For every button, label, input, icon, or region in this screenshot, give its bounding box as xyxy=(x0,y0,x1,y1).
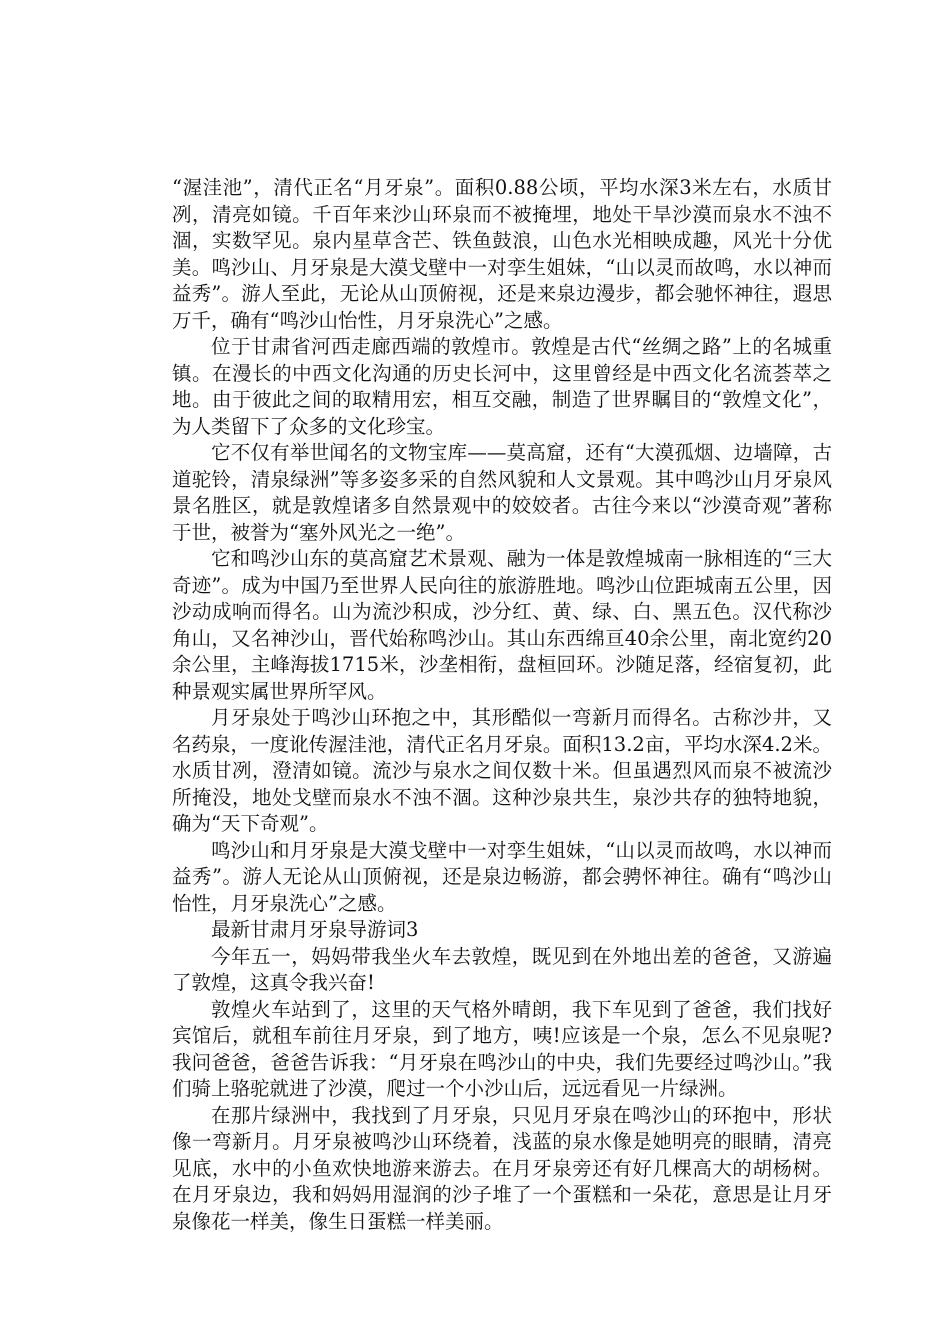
section-heading: 最新甘肃月牙泉导游词3 xyxy=(211,918,419,941)
paragraph-7: 今年五一，妈妈带我坐火车去敦煌，既见到在外地出差的爸爸，又游遍了敦煌，这真令我兴奋! xyxy=(172,944,832,994)
paragraph-8: 敦煌火车站到了，这里的天气格外晴朗，我下车见到了爸爸，我们找好宾馆后，就租车前往月牙泉，到了地方，咦!应该是一个泉，怎么不见泉呢?我问爸爸，爸爸告诉我：“月牙泉在鸣沙山的中央，我们先要经过鸣沙山。”我们骑上骆驼就进了沙漠，爬过一个小沙山后，远远看见一片绿洲。 xyxy=(172,997,832,1100)
paragraph-3: 它不仅有举世闻名的文物宝库——莫高窟，还有“大漠孤烟、边墙障，古道驼铃，清泉绿洲”等多姿多采的自然风貌和人文景观。其中鸣沙山月牙泉风景名胜区，就是敦煌诸多自然景观中的姣姣者。古往今来以“沙漠奇观”著称于世，被誉为“塞外风光之一绝”。 xyxy=(172,441,832,544)
paragraph-2: 位于甘肃省河西走廊西端的敦煌市。敦煌是古代“丝绸之路”上的名城重镇。在漫长的中西文化沟通的历史长河中，这里曾经是中西文化名流荟萃之地。由于彼此之间的取精用宏，相互交融，制造了世界瞩目的“敦煌文化”，为人类留下了众多的文化珍宝。 xyxy=(172,335,832,438)
paragraph-1: “渥洼池”，清代正名“月牙泉”。面积0.88公顷，平均水深3米左右，水质甘冽，清亮如镜。千百年来沙山环泉而不被掩埋，地处干旱沙漠而泉水不浊不涸，实数罕见。泉内星草含芒、铁鱼鼓浪，山色水光相映成趣，风光十分优美。鸣沙山、月牙泉是大漠戈壁中一对孪生姐妹，“山以灵而故鸣，水以神而益秀”。游人至此，无论从山顶俯视，还是来泉边漫步，都会驰怀神往，遐思万千，确有“鸣沙山怡性，月牙泉洗心”之感。 xyxy=(172,176,832,332)
paragraph-5: 月牙泉处于鸣沙山环抱之中，其形酷似一弯新月而得名。古称沙井，又名药泉，一度讹传渥洼池，清代正名月牙泉。面积13.2亩，平均水深4.2米。水质甘冽，澄清如镜。流沙与泉水之间仅数十米。但虽遇烈风而泉不被流沙所掩没，地处戈壁而泉水不浊不涸。这种沙泉共生，泉沙共存的独特地貌，确为“天下奇观”。 xyxy=(172,706,832,835)
paragraph-4: 它和鸣沙山东的莫高窟艺术景观、融为一体是敦煌城南一脉相连的“三大奇迹”。成为中国乃至世界人民向往的旅游胜地。鸣沙山位距城南五公里，因沙动成响而得名。山为流沙积成，沙分红、黄、绿、白、黑五色。汉代称沙角山，又名神沙山，晋代始称鸣沙山。其山东西绵亘40余公里，南北宽约20余公里，主峰海拔1715米，沙垄相衔，盘桓回环。沙随足落，经宿复初，此种景观实属世界所罕风。 xyxy=(172,547,832,703)
paragraph-9: 在那片绿洲中，我找到了月牙泉，只见月牙泉在鸣沙山的环抱中，形状像一弯新月。月牙泉被鸣沙山环绕着，浅蓝的泉水像是她明亮的眼睛，清亮见底，水中的小鱼欢快地游来游去。在月牙泉旁还有好几棵高大的胡杨树。在月牙泉边，我和妈妈用湿润的沙子堆了一个蛋糕和一朵花，意思是让月牙泉像花一样美，像生日蛋糕一样美丽。 xyxy=(172,1103,832,1233)
paragraph-6: 鸣沙山和月牙泉是大漠戈壁中一对孪生姐妹，“山以灵而故鸣，水以神而益秀”。游人无论从山顶俯视，还是泉边畅游，都会骋怀神往。确有“鸣沙山怡性，月牙泉洗心”之感。 xyxy=(172,838,832,915)
document-body xyxy=(172,175,832,1235)
